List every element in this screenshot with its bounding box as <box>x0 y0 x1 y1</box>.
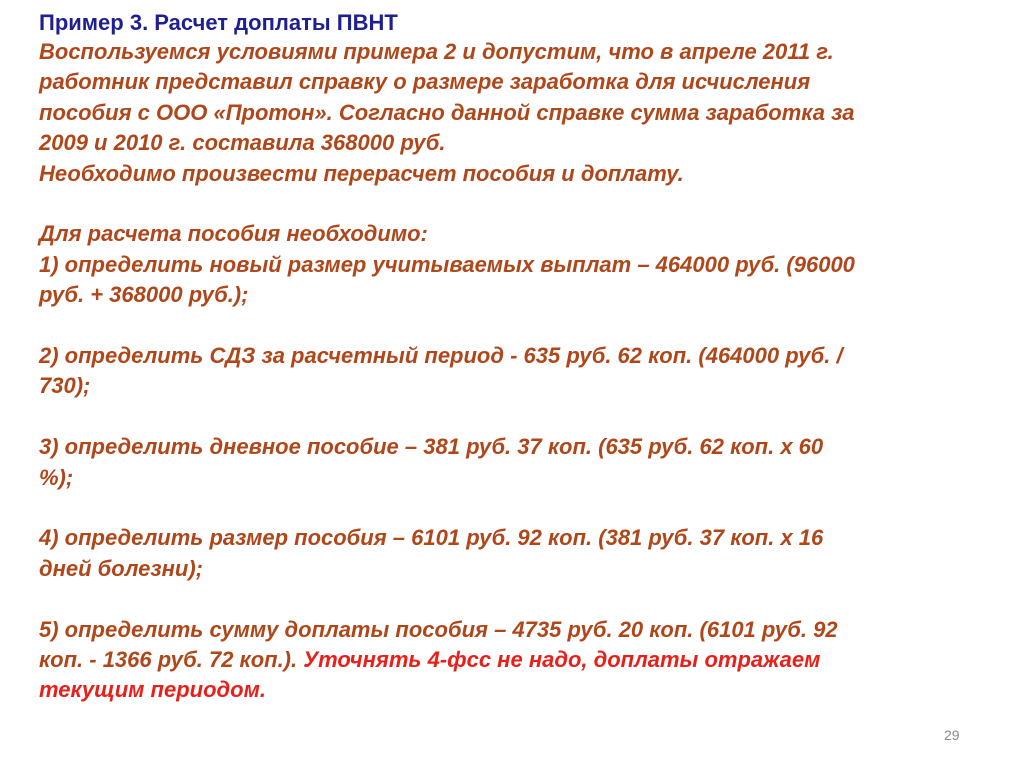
step-5-note-line: текущим периодом. <box>39 677 266 703</box>
intro-line: пособия с ООО «Протон». Согласно данной справке сумма заработка за <box>39 99 855 125</box>
step-4-line: дней болезни); <box>39 555 203 581</box>
step-2-line: 730); <box>39 373 91 399</box>
intro-line: 2009 и 2010 г. составила 368000 руб. <box>39 130 446 156</box>
step-1-line: 1) определить новый размер учитываемых выплат – 464000 руб. (96000 <box>39 251 855 277</box>
step-3-line: 3) определить дневное пособие – 381 руб. 37 коп. (635 руб. 62 коп. х 60 <box>39 434 824 460</box>
step-1-line: руб. + 368000 руб.); <box>39 282 249 308</box>
slide-content <box>39 8 999 706</box>
spacer <box>39 189 999 219</box>
intro-line: Воспользуемся условиями примера 2 и допустим, что в апреле 2011 г. <box>39 39 834 64</box>
steps-heading: Для расчета пособия необходимо: <box>39 221 428 247</box>
step-5-line: 5) определить сумму доплаты пособия – 4735 руб. 20 коп. (6101 руб. 92 <box>39 616 838 642</box>
intro-line: Необходимо произвести перерасчет пособия и доплату. <box>39 160 684 186</box>
step-5-note: Уточнять 4-фсс не надо, доплаты отражаем <box>303 647 821 673</box>
page-number: 29 <box>944 727 960 743</box>
slide-title: Пример 3. Расчет доплаты ПВНТ <box>39 10 398 35</box>
step-4-line: 4) определить размер пособия – 6101 руб. 92 коп. (381 руб. 37 коп. х 16 <box>39 525 824 551</box>
spacer <box>39 311 999 341</box>
spacer <box>39 584 999 614</box>
intro-line: работник представил справку о размере заработка для исчисления <box>39 69 811 95</box>
step-2-line: 2) определить СДЗ за расчетный период - 635 руб. 62 коп. (464000 руб. / <box>39 343 843 369</box>
step-5-line <box>39 645 999 675</box>
step-5-text: коп. - 1366 руб. 72 коп.). <box>39 647 304 673</box>
spacer <box>39 402 999 432</box>
spacer <box>39 493 999 523</box>
step-3-line: %); <box>39 464 74 490</box>
